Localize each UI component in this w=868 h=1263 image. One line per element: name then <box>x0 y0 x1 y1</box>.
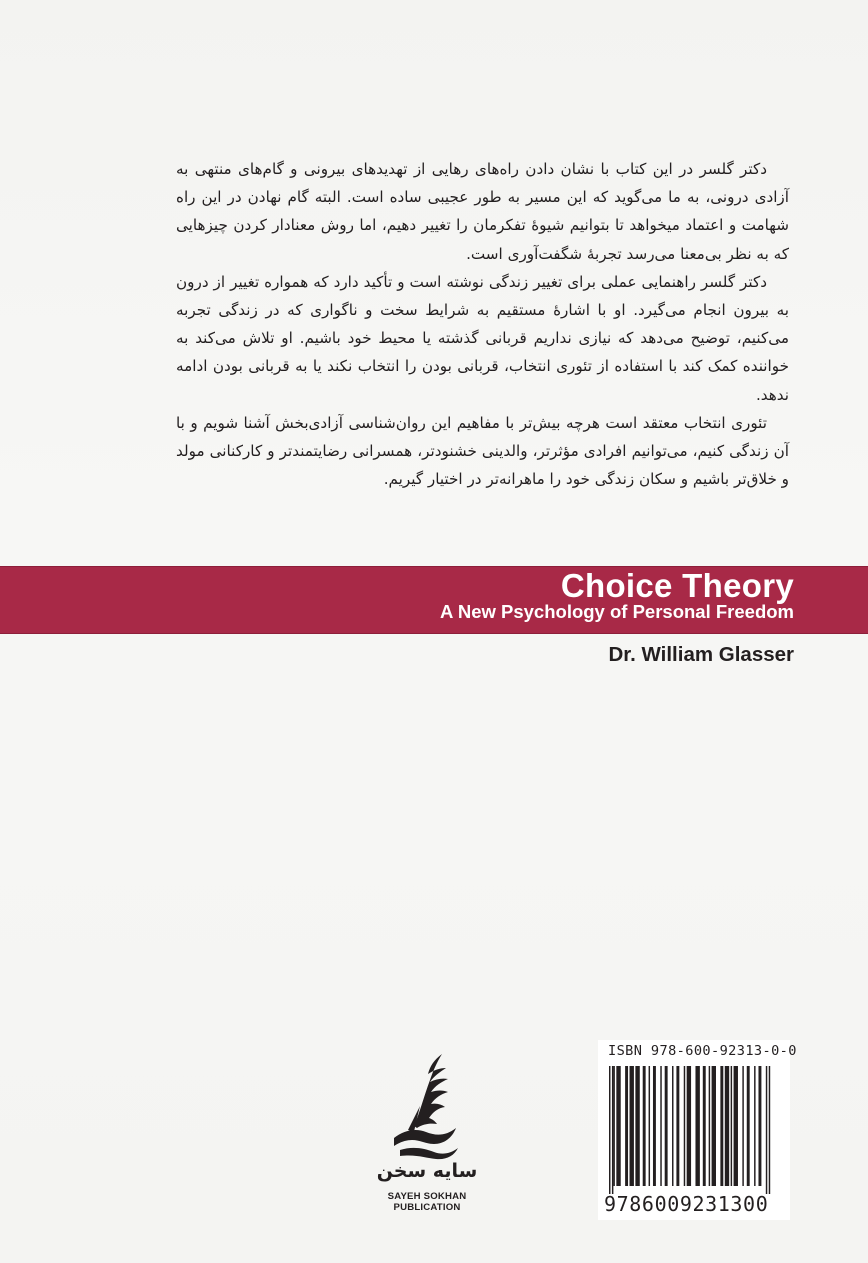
barcode-bar <box>676 1066 679 1186</box>
barcode-digits: 9786009231300 <box>604 1192 769 1216</box>
author-name: Dr. William Glasser <box>608 643 794 666</box>
book-title: Choice Theory <box>560 567 794 604</box>
barcode-bar <box>643 1066 646 1186</box>
barcode-panel <box>598 1040 797 1220</box>
barcode-bar <box>754 1066 755 1186</box>
barcode-bar <box>758 1066 761 1186</box>
barcode-bar <box>653 1066 656 1186</box>
barcode-bar <box>660 1066 661 1186</box>
publisher-name-english-line2: PUBLICATION <box>393 1202 461 1213</box>
barcode-bar <box>769 1066 770 1194</box>
publisher-name-persian: سایه سخن <box>376 1160 478 1182</box>
barcode-bar <box>687 1066 691 1186</box>
blurb-paragraph-1: دکتر گلسر در این کتاب با نشان دادن راه‌های رهایی از تهدیدهای بیرونی و گام‌های منتهی به آزادی درونی، به ما می‌گوید که این مسیر به طور عجیبی ساده است. البته گام نهادن در این راه شهامت و اعتماد میخواهد تا بتوانیم شیوهٔ تفکرمان را تغییر دهیم، اما روش معنادار کردن چیزهایی که به نظر بی‌معنا می‌رسد تجربهٔ شگفت‌آوری است. <box>176 160 789 263</box>
barcode-bar <box>712 1066 716 1186</box>
isbn-label: ISBN 978-600-92313-0-0 <box>608 1043 797 1059</box>
barcode-bar <box>766 1066 767 1194</box>
barcode-bar <box>703 1066 706 1186</box>
barcode-bar <box>613 1066 614 1186</box>
blurb-paragraph-3: تئوری انتخاب معتقد است هرچه بیش‌تر با مفاهیم این روان‌شناسی آزادی‌بخش آشنا شویم و با آن زندگی کنیم، می‌توانیم افرادی مؤثرتر، والدینی خشنودتر، همسرانی رضایتمندتر و کارکنانی مولد و خلاق‌تر باشیم و سکان زندگی خود را ماهرانه‌تر در اختیار گیریم. <box>176 413 789 489</box>
barcode-bar <box>630 1066 634 1186</box>
barcode-bar <box>609 1066 610 1194</box>
barcode-bar <box>625 1066 628 1186</box>
barcode-bar <box>695 1066 699 1186</box>
barcode-bar <box>612 1066 613 1194</box>
barcode-icon <box>606 1066 782 1194</box>
barcode-bar <box>720 1066 723 1186</box>
barcode-bar <box>709 1066 710 1186</box>
barcode-bar <box>747 1066 750 1186</box>
publisher-name-english: SAYEH SOKHAN <box>387 1191 467 1202</box>
barcode-bar <box>742 1066 743 1186</box>
barcode-bar <box>635 1066 639 1186</box>
quill-feather-icon <box>390 1052 464 1162</box>
blurb-paragraph-2: دکتر گلسر راهنمایی عملی برای تغییر زندگی نوشته است و تأکید دارد که همواره تغییر از درون به بیرون انجام می‌گیرد. او با اشارهٔ مستقیم به شرایط سخت و ناگواری که در زندگی تجربه می‌کنیم، توضیح می‌دهد که نیازی نداریم قربانی گذشته یا محیط خود باشیم. او تلاش می‌کند به خواننده کمک کند با استفاده از تئوری انتخاب، قربانی بودن را انتخاب نکند یا به قربانی بودن ادامه ندهد. <box>176 272 789 404</box>
barcode-bar <box>672 1066 673 1186</box>
barcode-bar <box>616 1066 620 1186</box>
barcode-bar <box>731 1066 732 1186</box>
description-blurb <box>176 155 789 493</box>
barcode-bar <box>725 1066 729 1186</box>
barcode-bar <box>684 1066 685 1186</box>
barcode-bar <box>649 1066 650 1186</box>
barcode-bar <box>665 1066 668 1186</box>
book-subtitle: A New Psychology of Personal Freedom <box>440 601 794 622</box>
publisher-logo <box>362 1052 492 1217</box>
barcode-bar <box>734 1066 738 1186</box>
